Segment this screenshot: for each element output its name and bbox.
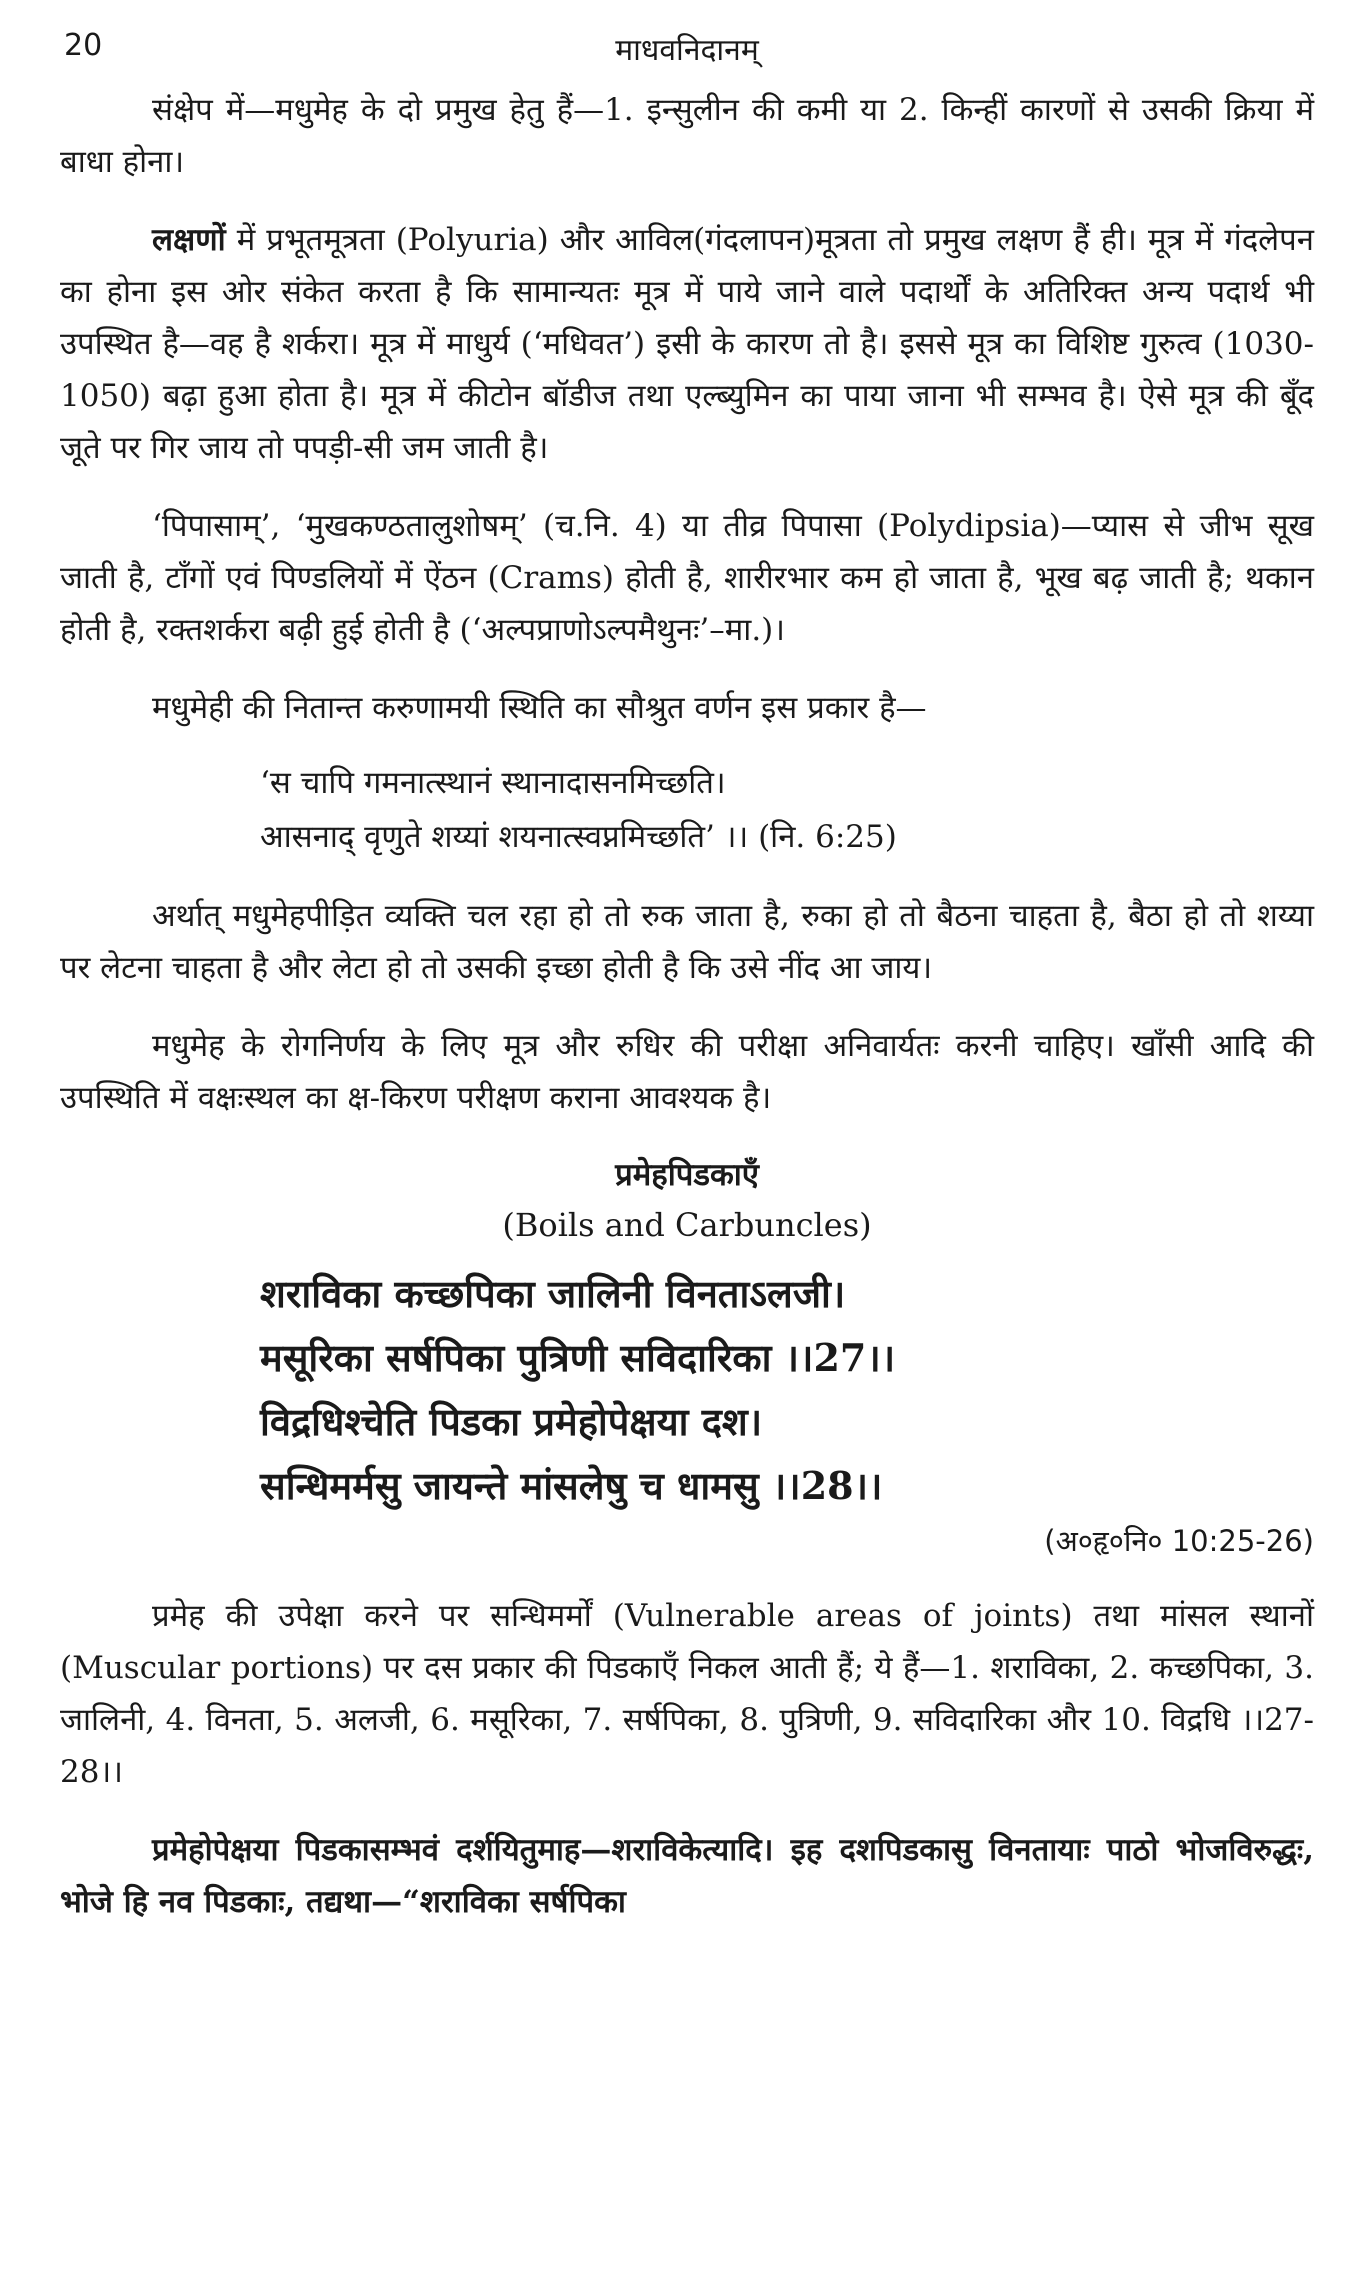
shloka-block — [260, 1262, 1260, 1518]
page — [60, 28, 1314, 1928]
paragraph-sushruta-intro: मधुमेही की नितान्त करुणामयी स्थिति का सौश्रुत वर्णन इस प्रकार है— — [152, 690, 927, 726]
shloka-line: विद्रधिश्चेति पिडका प्रमेहोपेक्षया दश। — [260, 1399, 763, 1444]
symptoms-text: में प्रभूतमूत्रता (Polyuria) और आविल(गंदलापन)मूत्रता तो प्रमुख लक्षण हैं ही। मूत्र में गंदलेपन का होना इस ओर संकेत करता है कि सामान्यतः मूत्र में पाये जाने वाले पदार्थों के अतिरिक्त अन्य पदार्थ भी उपस्थित है—वह है शर्करा। मूत्र में माधुर्य (‘मधिवत’) इसी के कारण तो है। इससे मूत्र का विशिष्ट गुरुत्व (1030-1050) बढ़ा हुआ होता है। मूत्र में कीटोन बॉडीज तथा एल्ब्युमिन का पाया जाना भी सम्भव है। ऐसे मूत्र की बूँद जूते पर गिर जाय तो पपड़ी-सी जम जाती है। — [60, 222, 1314, 466]
paragraph-pidaka-list: प्रमेह की उपेक्षा करने पर सन्धिमर्मों (Vulnerable areas of joints) तथा मांसल स्थानों (Muscular portions) पर दस प्रकार की पिडकाएँ निकल आती हैं; ये हैं—1. शराविका, 2. कच्छपिका, 3. जालिनी, 4. विनता, 5. अलजी, 6. मसूरिका, 7. सर्षपिका, 8. पुत्रिणी, 9. सविदारिका और 10. विद्रधि ।।27-28।। — [60, 1598, 1314, 1790]
shloka-line: सन्धिमर्मसु जायन्ते मांसलेषु च धामसु ।।28।। — [260, 1463, 883, 1508]
section-subheading: (Boils and Carbuncles) — [502, 1206, 872, 1244]
paragraph-diagnosis: मधुमेह के रोगनिर्णय के लिए मूत्र और रुधिर की परीक्षा अनिवार्यतः करनी चाहिए। खाँसी आदि की उपस्थिति में वक्षःस्थल का क्ष-किरण परीक्षण कराना आवश्यक है। — [60, 1028, 1314, 1116]
paragraph-summary: संक्षेप में—मधुमेह के दो प्रमुख हेतु हैं—1. इन्सुलीन की कमी या 2. किन्हीं कारणों से उसकी क्रिया में बाधा होना। — [60, 92, 1314, 180]
quoted-verse — [260, 756, 1314, 864]
shloka-line: मसूरिका सर्षपिका पुत्रिणी सविदारिका ।।27।। — [260, 1335, 896, 1380]
paragraph-verse-meaning: अर्थात् मधुमेहपीड़ित व्यक्ति चल रहा हो तो रुक जाता है, रुका हो तो बैठना चाहता है, बैठा हो तो शय्या पर लेटना चाहता है और लेटा हो तो उसकी इच्छा होती है कि उसे नींद आ जाय। — [60, 898, 1314, 986]
page-number: 20 — [64, 28, 103, 63]
paragraph-commentary: प्रमेहोपेक्षया पिडकासम्भवं दर्शयितुमाह—शराविकेत्यादि। इह दशपिडकासु विनतायाः पाठो भोजविरुद्धः, भोजे हि नव पिडकाः, तद्यथा—“शराविका सर्षपिका — [60, 1832, 1314, 1920]
paragraph-thirst: ‘पिपासाम्’, ‘मुखकण्ठतालुशोषम्’ (च.नि. 4) या तीव्र पिपासा (Polydipsia)—प्यास से जीभ सूख जाती है, टाँगों एवं पिण्डलियों में ऐंठन (Crams) होती है, शारीरभार कम हो जाता है, भूख बढ़ जाती है; थकान होती है, रक्तशर्करा बढ़ी हुई होती है (‘अल्पप्राणोऽल्पमैथुनः’–मा.)। — [60, 508, 1314, 648]
section-heading: प्रमेहपिडकाएँ — [615, 1157, 759, 1193]
symptoms-term: लक्षणों — [152, 222, 226, 258]
shloka-source: (अ०हृ०नि० 10:25-26) — [1044, 1524, 1314, 1558]
verse-line: आसनाद् वृणुते शय्यां शयनात्स्वप्नमिच्छति’ ।। (नि. 6:25) — [260, 819, 897, 855]
paragraph-symptoms — [60, 214, 1314, 474]
book-title: माधवनिदानम् — [615, 33, 759, 68]
running-header — [60, 28, 1314, 84]
verse-line: ‘स चापि गमनात्स्थानं स्थानादासनमिच्छति। — [260, 765, 726, 801]
shloka-line: शराविका कच्छपिका जालिनी विनताऽलजी। — [260, 1271, 846, 1316]
